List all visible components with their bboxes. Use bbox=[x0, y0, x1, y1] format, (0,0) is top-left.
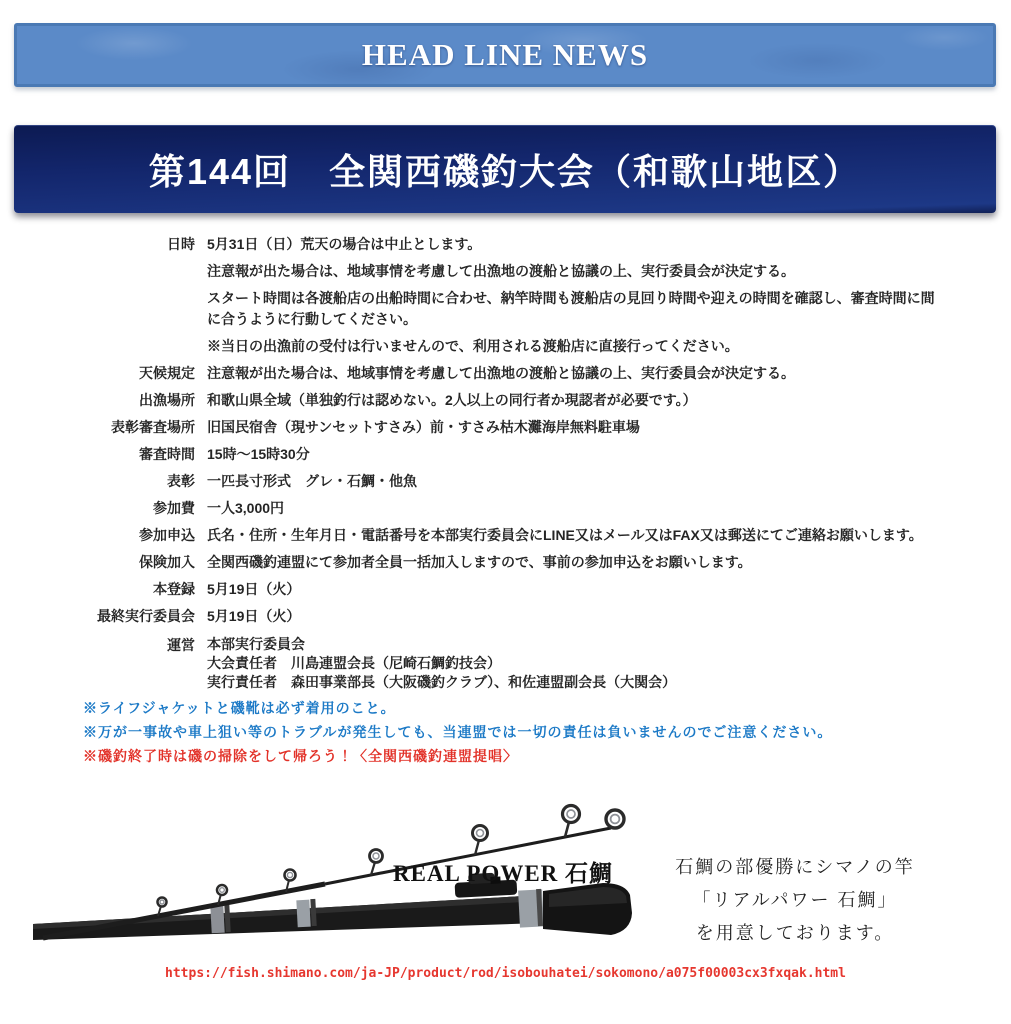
detail-line: 旧国民宿舎（現サンセットすさみ）前・すさみ枯木灘海岸無料駐車場 bbox=[207, 419, 640, 435]
detail-value bbox=[207, 390, 944, 417]
detail-value bbox=[207, 498, 944, 525]
detail-label: 出漁場所 bbox=[139, 392, 195, 408]
detail-row bbox=[0, 525, 1011, 552]
detail-value bbox=[207, 363, 944, 390]
detail-value bbox=[207, 417, 944, 444]
detail-value bbox=[207, 234, 944, 363]
event-title: 第144回 全関西磯釣大会（和歌山地区） bbox=[148, 150, 862, 192]
detail-label: 表彰審査場所 bbox=[111, 419, 195, 435]
detail-line: 15時～15時30分 bbox=[207, 446, 310, 462]
detail-label: 審査時間 bbox=[139, 446, 195, 462]
detail-line: 一人3,000円 bbox=[207, 500, 285, 516]
headline-news-title: HEAD LINE NEWS bbox=[361, 37, 649, 72]
detail-line: 本部実行委員会 bbox=[207, 636, 305, 652]
detail-line: 氏名・住所・生年月日・電話番号を本部実行委員会にLINE又はメール又はFAX又は郵送にてご連絡お願いします。 bbox=[207, 527, 923, 543]
note-line: ※磯釣終了時は磯の掃除をして帰ろう！〈全関西磯釣連盟提唱〉 bbox=[83, 748, 518, 764]
detail-label: 天候規定 bbox=[139, 365, 195, 381]
detail-line: スタート時間は各渡船店の出船時間に合わせ、納竿時間も渡船店の見回り時間や迎えの時間を確認し、審査時間に間に合うように行動してください。 bbox=[207, 290, 935, 327]
prize-caption bbox=[640, 851, 950, 950]
detail-value bbox=[207, 525, 944, 552]
note-line: ※ライフジャケットと磯靴は必ず着用のこと。 bbox=[83, 700, 396, 716]
detail-label: 日時 bbox=[167, 236, 195, 252]
headline-news-banner bbox=[14, 23, 996, 87]
detail-row bbox=[0, 363, 1011, 390]
detail-row bbox=[0, 417, 1011, 444]
detail-row bbox=[0, 390, 1011, 417]
detail-label: 表彰 bbox=[167, 473, 195, 489]
detail-row bbox=[0, 234, 1011, 363]
rod-product-label: REAL POWER 石鯛 bbox=[393, 861, 614, 886]
detail-row bbox=[0, 635, 1011, 692]
caption-line: を用意しております。 bbox=[695, 923, 895, 943]
caption-line: 「リアルパワー 石鯛」 bbox=[692, 890, 898, 910]
detail-label: 本登録 bbox=[153, 581, 195, 597]
product-link[interactable]: https://fish.shimano.com/ja-JP/product/rod/isobouhatei/sokomono/a075f00003cx3fxqak.html bbox=[165, 966, 846, 981]
detail-value bbox=[207, 635, 944, 692]
detail-line: 和歌山県全域（単独釣行は認めない。2人以上の同行者か現認者が必要です。） bbox=[207, 392, 697, 408]
product-link-row bbox=[0, 964, 1011, 982]
detail-line: 注意報が出た場合は、地域事情を考慮して出漁地の渡船と協議の上、実行委員会が決定する。 bbox=[207, 365, 795, 381]
detail-value bbox=[207, 606, 944, 633]
caption-line: 石鯛の部優勝にシマノの竿 bbox=[675, 857, 915, 877]
detail-label: 最終実行委員会 bbox=[97, 608, 195, 624]
detail-value bbox=[207, 444, 944, 471]
detail-value bbox=[207, 471, 944, 498]
detail-row bbox=[0, 552, 1011, 579]
rod-figure bbox=[25, 795, 637, 961]
detail-line: 5月19日（火） bbox=[207, 608, 301, 624]
detail-line: 大会責任者 川島連盟会長（尼崎石鯛釣技会） bbox=[207, 655, 501, 671]
detail-row bbox=[0, 498, 1011, 525]
detail-row bbox=[0, 444, 1011, 471]
detail-row bbox=[0, 579, 1011, 606]
event-title-banner bbox=[14, 125, 996, 213]
detail-line: 一匹長寸形式 グレ・石鯛・他魚 bbox=[207, 473, 417, 489]
detail-line: 5月19日（火） bbox=[207, 581, 301, 597]
detail-row bbox=[0, 606, 1011, 633]
note-line: ※万が一事故や車上狙い等のトラブルが発生しても、当連盟では一切の責任は負いませんのでご注意ください。 bbox=[83, 724, 833, 740]
detail-line: 5月31日（日）荒天の場合は中止とします。 bbox=[207, 236, 482, 252]
detail-label: 運営 bbox=[167, 637, 195, 653]
detail-line: ※当日の出漁前の受付は行いませんので、利用される渡船店に直接行ってください。 bbox=[207, 338, 739, 354]
detail-line: 注意報が出た場合は、地域事情を考慮して出漁地の渡船と協議の上、実行委員会が決定する。 bbox=[207, 263, 795, 279]
detail-label: 参加申込 bbox=[139, 527, 195, 543]
detail-row bbox=[0, 471, 1011, 498]
detail-line: 実行責任者 森田事業部長（大阪磯釣クラブ）、和佐連盟副会長（大関会） bbox=[207, 674, 677, 690]
details-list bbox=[0, 234, 1011, 692]
detail-value bbox=[207, 579, 944, 606]
notes-list bbox=[83, 698, 963, 770]
detail-label: 保険加入 bbox=[139, 554, 195, 570]
detail-value bbox=[207, 552, 944, 579]
detail-label: 参加費 bbox=[153, 500, 195, 516]
detail-line: 全関西磯釣連盟にて参加者全員一括加入しますので、事前の参加申込をお願いします。 bbox=[207, 554, 752, 570]
